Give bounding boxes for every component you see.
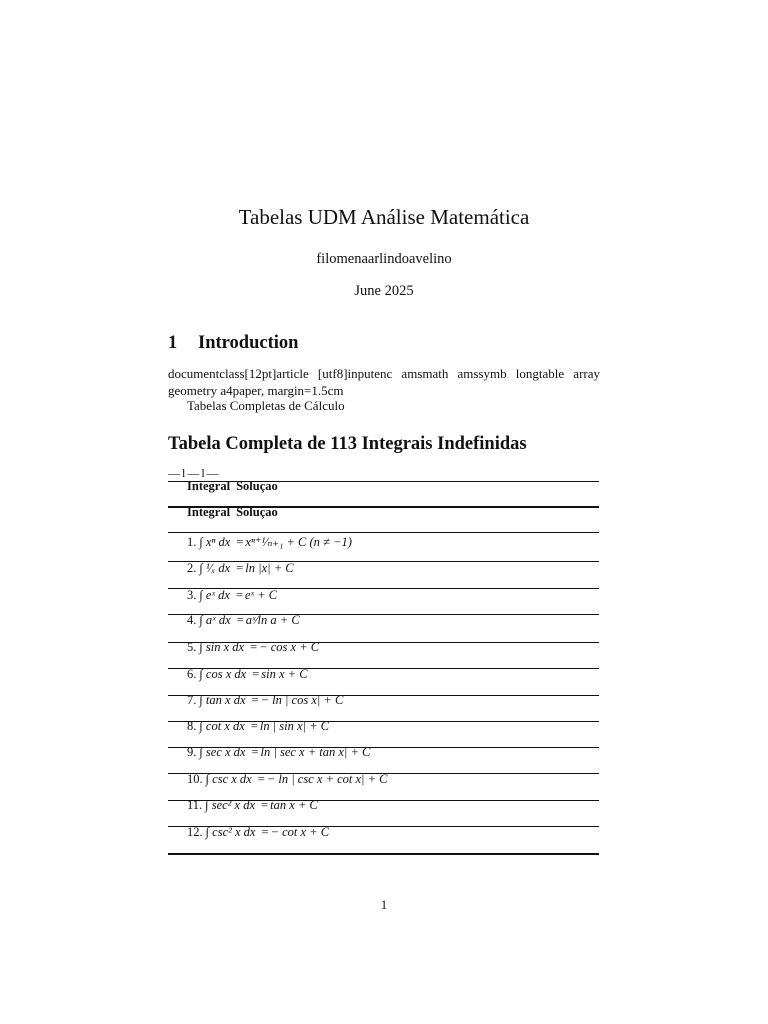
row-integral: ∫ sec x dx bbox=[199, 745, 246, 759]
header-col-integral: Integral bbox=[187, 479, 231, 493]
equals-sign: = bbox=[250, 719, 258, 733]
row-integral: ∫ tan x dx bbox=[199, 693, 246, 707]
table-row bbox=[187, 588, 277, 603]
table-row bbox=[187, 798, 318, 813]
equals-sign: = bbox=[235, 588, 243, 602]
row-solution: sin x + C bbox=[261, 667, 308, 681]
row-solution: eˣ + C bbox=[245, 588, 278, 602]
table-header bbox=[187, 479, 278, 494]
table-row bbox=[187, 745, 370, 760]
row-solution: ln | sin x| + C bbox=[259, 719, 329, 733]
page-number: 1 bbox=[380, 898, 388, 912]
row-number: 5. bbox=[187, 640, 197, 654]
equals-sign: = bbox=[252, 667, 260, 681]
row-rule bbox=[168, 853, 599, 855]
equals-sign: = bbox=[261, 798, 269, 812]
table-row bbox=[187, 561, 294, 576]
row-integral: ∫ csc x dx bbox=[205, 772, 252, 786]
row-integral: ∫ aˣ dx bbox=[199, 613, 231, 627]
row-number: 3. bbox=[187, 588, 197, 602]
equals-sign: = bbox=[261, 825, 269, 839]
row-number: 10. bbox=[187, 772, 203, 786]
table-heading: Tabela Completa de 113 Integrais Indefinidas bbox=[168, 434, 527, 454]
equals-sign: = bbox=[236, 561, 244, 575]
row-integral: ∫ sin x dx bbox=[199, 640, 245, 654]
row-integral: ∫ eˣ dx bbox=[199, 588, 230, 602]
row-solution: aˣ⁄ln a + C bbox=[245, 613, 300, 627]
section-heading bbox=[168, 333, 298, 354]
document-title: Tabelas UDM Análise Matemática bbox=[238, 205, 530, 229]
equals-sign: = bbox=[236, 613, 244, 627]
equals-sign: = bbox=[251, 745, 259, 759]
row-solution: − ln | cos x| + C bbox=[260, 693, 344, 707]
header-col-solution: Soluçao bbox=[236, 479, 278, 493]
row-number: 4. bbox=[187, 613, 197, 627]
row-number: 6. bbox=[187, 667, 197, 681]
row-solution: ln |x| + C bbox=[245, 561, 294, 575]
row-integral: ∫ cot x dx bbox=[199, 719, 245, 733]
row-number: 2. bbox=[187, 561, 197, 575]
row-number: 1. bbox=[187, 535, 197, 549]
row-solution: − cot x + C bbox=[270, 825, 330, 839]
document-date: June 2025 bbox=[354, 283, 414, 299]
row-integral: ∫ ¹⁄ₓ dx bbox=[199, 561, 231, 575]
table-row bbox=[187, 772, 388, 787]
intro-subparagraph: Tabelas Completas de Cálculo bbox=[187, 398, 345, 413]
table-row bbox=[187, 613, 300, 628]
equals-sign: = bbox=[236, 535, 244, 549]
row-number: 7. bbox=[187, 693, 197, 707]
row-number: 9. bbox=[187, 745, 197, 759]
row-number: 8. bbox=[187, 719, 197, 733]
section-number: 1 bbox=[168, 333, 178, 353]
row-solution: − cos x + C bbox=[259, 640, 320, 654]
row-solution: xⁿ⁺¹⁄ₙ₊₁ + C (n ≠ −1) bbox=[245, 535, 352, 549]
equals-sign: = bbox=[250, 640, 258, 654]
intro-paragraph: documentclass[12pt]article [utf8]inputenc amsmath amssymb longtable array geometry a4paper, margin=1.5cm bbox=[168, 366, 600, 398]
equals-sign: = bbox=[251, 693, 259, 707]
row-solution: − ln | csc x + cot x| + C bbox=[266, 772, 388, 786]
table-row bbox=[187, 719, 329, 734]
equals-sign: = bbox=[257, 772, 265, 786]
stray-column-spec: —l—l— bbox=[168, 466, 221, 480]
document-author: filomenaarlindoavelino bbox=[316, 251, 452, 267]
section-title: Introduction bbox=[198, 333, 299, 353]
row-number: 12. bbox=[187, 825, 203, 839]
header-bottom-rule bbox=[168, 532, 599, 533]
table-row bbox=[187, 693, 343, 708]
table-row bbox=[187, 667, 308, 682]
row-integral: ∫ xⁿ dx bbox=[199, 535, 231, 549]
row-integral: ∫ cos x dx bbox=[199, 667, 247, 681]
row-integral: ∫ sec² x dx bbox=[205, 798, 256, 812]
row-solution: tan x + C bbox=[270, 798, 318, 812]
table-row bbox=[187, 640, 319, 655]
row-integral: ∫ csc² x dx bbox=[205, 825, 256, 839]
row-solution: ln | sec x + tan x| + C bbox=[260, 745, 371, 759]
table-row bbox=[187, 825, 329, 840]
table-row bbox=[187, 534, 352, 550]
header-repeat-col-solution: Soluçao bbox=[236, 505, 278, 519]
table-header-repeat bbox=[187, 505, 278, 520]
row-number: 11. bbox=[187, 798, 203, 812]
header-repeat-col-integral: Integral bbox=[187, 505, 231, 519]
